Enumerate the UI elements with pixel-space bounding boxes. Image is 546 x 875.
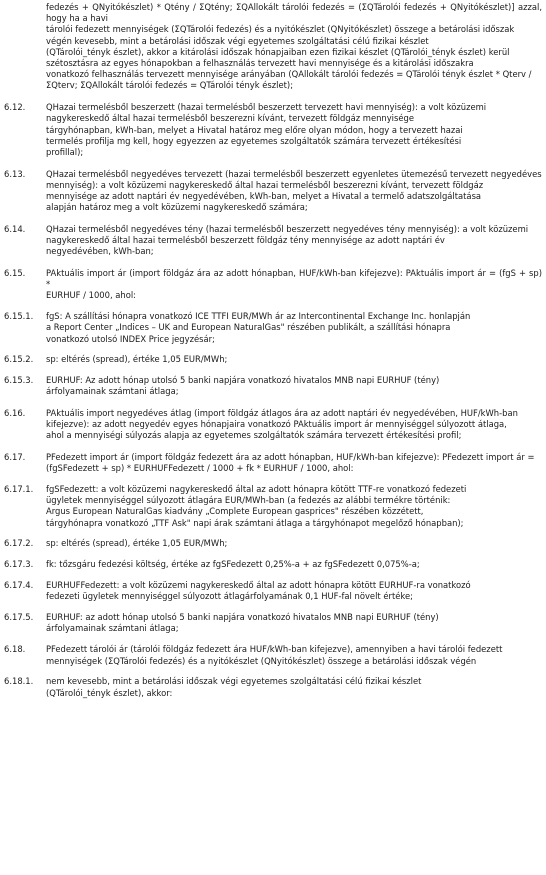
text-line	[46, 452, 542, 463]
line-text: QHazai termelésből beszerzett (hazai termelésből beszerzett tervezett havi mennyiség): a volt közüzemi	[46, 102, 487, 113]
line-text: végén kevesebb, mint a betárolási időszak végi egyetemes szolgáltatási célú fizikai készlet	[46, 35, 429, 46]
text-line	[46, 113, 542, 124]
paragraph-gap	[0, 667, 546, 677]
line-text: (QTárolói_tényk észlet), akkor:	[46, 687, 173, 698]
numbered-item	[4, 354, 542, 365]
text-line	[46, 224, 542, 235]
text-line	[46, 591, 542, 602]
paragraph-gap	[0, 397, 546, 408]
paragraph-gap	[0, 92, 546, 103]
line-text: termelés profilja mg kell, hogy egyezzen az egyetemes szolgáltatók számára tervezett értékesítési	[46, 135, 462, 146]
line-text: negyedévében, kWh-ban;	[46, 246, 154, 257]
line-text: QHazai termelésből negyedéves tervezett (hazai termelésből beszerzett egyenletes ütemezésű tervezett negyedéves	[46, 168, 542, 179]
text-line	[46, 375, 542, 386]
line-text: vonatkozó utolsó INDEX Price jegyzésár;	[46, 333, 215, 344]
line-text: ügyletek mennyiséggel súlyozott átlagára EUR/MWh-ban (a fedezés az alábbi termékre történik:	[46, 495, 451, 506]
paragraph-gap	[0, 549, 546, 559]
item-number: 6.15.	[4, 268, 26, 279]
line-text: profillal);	[46, 146, 84, 157]
text-line	[46, 430, 542, 441]
numbered-item	[4, 579, 542, 602]
line-text: árfolyamainak számtani átlaga;	[46, 386, 179, 397]
numbered-item	[4, 676, 542, 698]
item-number: 6.13.	[4, 168, 26, 179]
line-text: vonatkozó felhasználás tervezett mennyisége arányában (QAllokált tárolói fedezés = QTárolói tényk észlet * Qterv /	[46, 69, 532, 80]
paragraph-gap	[0, 345, 546, 355]
text-line	[46, 322, 542, 333]
item-number: 6.15.3.	[4, 374, 34, 385]
text-line	[46, 24, 542, 35]
text-line	[46, 136, 542, 147]
text-line	[46, 80, 542, 91]
item-number: 6.14.	[4, 223, 26, 234]
line-text: sp: eltérés (spread), értéke 1,05 EUR/MWh;	[46, 538, 228, 549]
text-line	[46, 102, 542, 113]
numbered-item	[4, 558, 542, 570]
line-text: fk: tőzsgáru fedezési költség, értéke az fgSFedezett 0,25%-a + az fgSFedezett 0,075%-a;	[46, 558, 420, 569]
paragraph-gap	[0, 529, 546, 539]
text-line	[46, 463, 542, 474]
paragraph-gap	[0, 474, 546, 484]
text-line	[46, 235, 542, 246]
item-number: 6.16.	[4, 407, 26, 418]
line-text: Argus European NaturalGas kiadvány „Complete European gasprices" részében közzétett,	[46, 506, 424, 517]
text-line	[46, 623, 542, 634]
paragraph-gap	[0, 602, 546, 612]
line-text: a Report Center „Indices – UK and European NaturalGas" részében publikált, a szállítási hónapra	[46, 322, 451, 333]
text-line	[46, 676, 542, 687]
numbered-item	[4, 168, 542, 214]
numbered-item	[4, 374, 542, 397]
line-text: kifejezve): az adott negyedév egyes hónapjaira vonatkozó PAktuális import ár mennyiséggel súlyozott átlaga,	[46, 419, 507, 430]
item-number: 6.17.4.	[4, 579, 34, 590]
text-line	[46, 612, 542, 623]
paragraph-gap	[0, 570, 546, 580]
text-line	[46, 688, 542, 699]
paragraph-gap	[0, 442, 546, 453]
item-number: 6.18.1.	[4, 676, 34, 687]
line-text: PFedezett import ár (import földgáz fedezett ára az adott hónapban, HUF/kWh-ban kifejezve): PFedezett import ár =	[46, 452, 535, 462]
item-number: 6.17.3.	[4, 558, 34, 569]
text-line	[46, 656, 542, 667]
line-text: alapján határoz meg a volt közüzemi nagykereskedő számára;	[46, 202, 308, 213]
line-text: fgS: A szállítási hónapra vonatkozó ICE TTFI EUR/MWh ár az Intercontinental Exchange Inc. honlapján	[46, 311, 471, 322]
item-number: 6.15.2.	[4, 354, 34, 365]
line-text: (QTárolói_tényk észlet), akkor a kitárolási időszak hónapjaiban ezen fizikai készlet (QTárolói_tényk észlet) kerül	[46, 46, 510, 57]
text-line	[46, 290, 542, 301]
text-line	[46, 580, 542, 591]
text-line	[46, 386, 542, 397]
text-line	[46, 354, 542, 365]
line-text: fgSFedezett: a volt közüzemi nagykereskedő által az adott hónapra kötött TTF-re vonatkozó fedezeti	[46, 483, 467, 494]
line-text: fedezés + QNyitókészlet) * Qtény / ΣQtény; ΣQAllokált tárolói fedezés = (ΣQTárolói fedezés + QNyitókészlet)] azzal, hogy ha a havi	[46, 2, 542, 24]
numbered-item	[4, 644, 542, 666]
line-text: PAktuális import negyedéves átlag (import földgáz átlagos ára az adott naptári év negyedévében, HUF/kWh-ban	[46, 407, 518, 418]
paragraph-gap	[0, 365, 546, 375]
numbered-item	[4, 102, 542, 158]
text-line	[46, 506, 542, 517]
item-number: 6.17.1.	[4, 483, 34, 494]
numbered-item	[4, 611, 542, 634]
line-text: EURHUF: az adott hónap utolsó 5 banki napjára vonatkozó hivatalos MNB napi EURHUF (tény)	[46, 611, 439, 622]
numbered-item	[4, 452, 542, 474]
item-number: 6.17.2.	[4, 538, 34, 549]
line-text: PAktuális import ár (import földgáz ára az adott hónapban, HUF/kWh-ban kifejezve): PAktuális import ár = (fgS + sp) *	[46, 268, 542, 290]
item-number: 6.18.	[4, 644, 26, 655]
text-line	[46, 644, 542, 655]
text-line	[46, 36, 542, 47]
text-line	[46, 69, 542, 80]
item-number: 6.17.5.	[4, 611, 34, 622]
continuation-paragraph	[46, 2, 542, 92]
line-text: mennyiségek (ΣQTárolói fedezés) és a nyitókészlet (QNyitókészlet) összege a betárolási időszak végén	[46, 655, 477, 666]
line-text: nagykereskedő által hazai termelésből beszerezni kívánt, tervezett földgáz mennyisége	[46, 113, 414, 124]
numbered-item	[4, 223, 542, 258]
paragraph-gap	[0, 302, 546, 312]
line-text: nem kevesebb, mint a betárolási időszak végi egyetemes szolgáltatási célú fizikai készlet	[46, 676, 422, 687]
line-text: PFedezett tárolói ár (tárolói földgáz fedezett ára HUF/kWh-ban kifejezve), amennyiben a havi tárolói fedezett	[46, 644, 503, 655]
text-line	[46, 202, 542, 213]
line-text: EURHUF / 1000, ahol:	[46, 290, 136, 301]
text-line	[46, 484, 542, 495]
text-line	[46, 495, 542, 506]
line-text: QHazai termelésből negyedéves tény (hazai termelésből beszerzett negyedéves tény mennyiség): a volt közüzemi	[46, 223, 529, 234]
text-line	[46, 518, 542, 529]
text-line	[46, 147, 542, 158]
line-text: ahol a mennyiségi súlyozás alapja az egyetemes szolgáltatók számára tervezett értékesítési profil;	[46, 430, 462, 441]
item-number: 6.12.	[4, 102, 26, 113]
text-line	[46, 2, 542, 24]
line-text: árfolyamainak számtani átlaga;	[46, 622, 179, 633]
line-text: nagykereskedő által hazai termelésből beszerzett földgáz tény mennyisége az adott naptári év	[46, 235, 445, 246]
numbered-item	[4, 268, 542, 302]
line-text: sp: eltérés (spread), értéke 1,05 EUR/MWh;	[46, 354, 228, 365]
text-line	[46, 191, 542, 202]
line-text: EURHUFFedezett: a volt közüzemi nagykereskedő által az adott hónapra kötött EURHUF-ra vonatkozó	[46, 579, 471, 590]
line-text: szétosztásra az egyes hónapokban a felhasználás tervezett havi mennyisége és a kitárolási időszakra	[46, 58, 474, 69]
line-text: tárgyhónapra vonatkozó „TTF Ask" napi árak számtani átlaga a tárgyhónapot megelőző hónapban);	[46, 517, 464, 528]
text-line	[46, 311, 542, 322]
text-line	[46, 559, 542, 570]
numbered-item	[4, 483, 542, 529]
item-number: 6.15.1.	[4, 311, 34, 322]
numbered-items	[0, 92, 546, 699]
text-line	[46, 419, 542, 430]
numbered-item	[4, 311, 542, 345]
text-line	[46, 169, 542, 180]
text-line	[46, 246, 542, 257]
line-text: tárolói fedezett mennyiségek (ΣQTárolói fedezés) és a nyitókészlet (QNyitókészlet) összege a betárolási időszak	[46, 24, 515, 35]
text-line	[46, 47, 542, 58]
text-line	[46, 538, 542, 549]
numbered-item	[4, 538, 542, 549]
text-line	[46, 408, 542, 419]
line-text: mennyiség): a volt közüzemi nagykereskedő által hazai termelésből beszerezni kívánt, tervezett földgáz	[46, 179, 484, 190]
line-text: mennyisége az adott naptári év negyedévében, kWh-ban, melyet a Hivatal a termelő adatszolgáltatása	[46, 191, 482, 202]
text-line	[46, 334, 542, 345]
line-text: (fgSFedezett + sp) * EURHUFFedezett / 1000 + fk * EURHUF / 1000, ahol:	[46, 463, 354, 474]
paragraph-gap	[0, 258, 546, 269]
line-text: ΣQterv; ΣQAllokált tárolói fedezés = QTárolói tényk észlet);	[46, 80, 294, 91]
numbered-item	[4, 407, 542, 442]
paragraph-gap	[0, 213, 546, 224]
line-text: EURHUF: Az adott hónap utolsó 5 banki napjára vonatkozó hivatalos MNB napi EURHUF (tény)	[46, 374, 440, 385]
line-text: fedezeti ügyletek mennyiséggel súlyozott átlagárfolyamának 0,1 HUF-fal növelt értéke;	[46, 590, 413, 601]
text-line	[46, 58, 542, 69]
text-line	[46, 125, 542, 136]
paragraph-gap	[0, 634, 546, 645]
item-number: 6.17.	[4, 452, 26, 462]
line-text: tárgyhónapban, kWh-ban, melyet a Hivatal határoz meg előre olyan módon, hogy a tervezett hazai	[46, 124, 463, 135]
text-line	[46, 180, 542, 191]
paragraph-gap	[0, 158, 546, 169]
text-line	[46, 268, 542, 290]
